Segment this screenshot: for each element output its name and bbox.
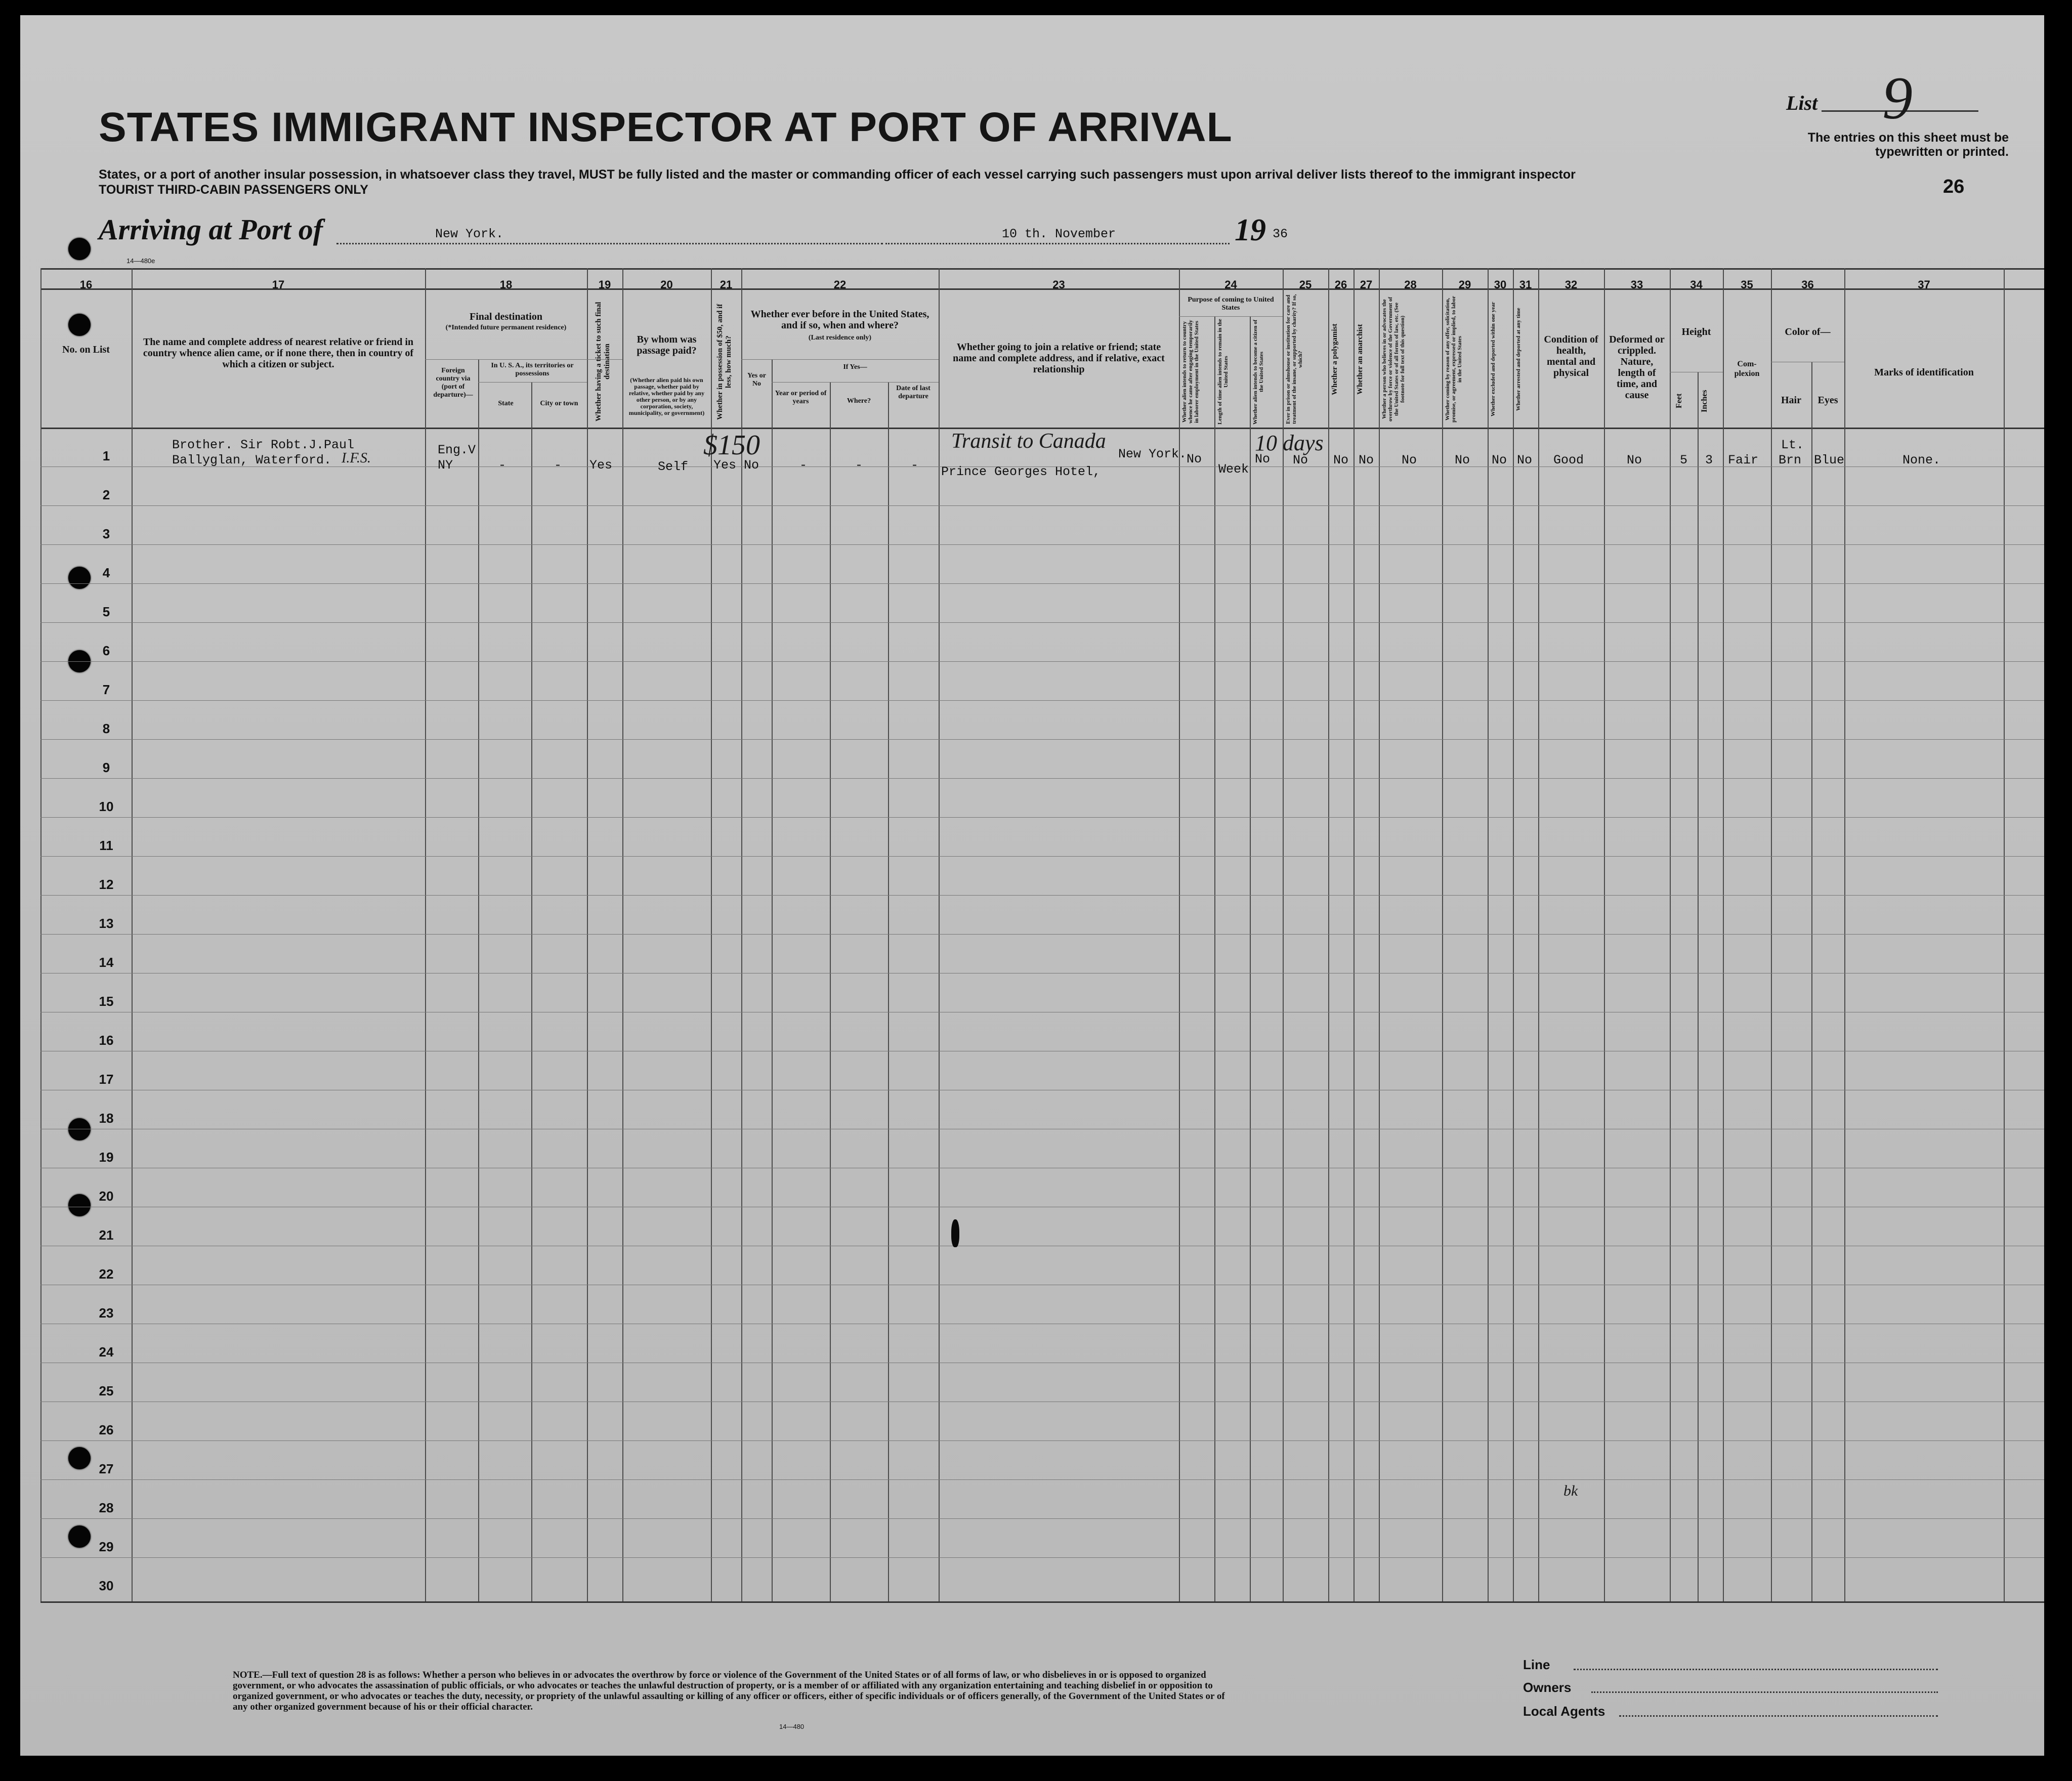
row-number: 8: [102, 721, 110, 736]
header-before-in-us: Whether ever before in the United States, and if so, when and where?: [750, 309, 929, 331]
header-q31: Whether arrested and deported at any time: [1515, 308, 1521, 411]
header-length-stay: Length of time alien intends to remain in the United States: [1217, 319, 1229, 425]
row-number: 7: [102, 682, 110, 697]
money-value: Yes: [713, 458, 737, 473]
header-deformed: Deformed or crippled. Nature, length of time, and cause: [1609, 334, 1665, 401]
foreign-port: NY: [438, 458, 453, 473]
deformed-value: No: [1627, 453, 1642, 468]
header-money: Whether in possession of $50, and if less, how much?: [716, 304, 733, 420]
header-q28: Whether a person who believes in or advocates the overthrow by force or violence of the Government of the United States or of all forms of law, etc. (See footnote for full text of this question): [1381, 296, 1406, 422]
q30-value: No: [1492, 453, 1507, 468]
relative-name: Brother. Sir Robt.J.Paul: [172, 438, 355, 452]
subheader-line: [478, 382, 587, 383]
hair-line1: Lt.: [1781, 438, 1804, 452]
year-prefix: 19: [1235, 213, 1266, 247]
q28-value: No: [1402, 453, 1417, 468]
row-line: [40, 778, 2044, 779]
column-number: 17: [272, 278, 285, 291]
header-passage-paid: By whom was passage paid?: [637, 334, 697, 356]
row-line: [40, 1479, 2044, 1480]
date-value: 10 th. November: [1002, 227, 1116, 241]
join-hand: Transit to Canada: [951, 430, 1106, 453]
column-number: 29: [1458, 278, 1471, 291]
header-no-on-list: No. on List: [62, 344, 110, 355]
header-in-usa: In U. S. A., its territories or possessions: [491, 362, 574, 377]
col-divider: [1250, 316, 1251, 1601]
page-number: 26: [1943, 176, 1965, 197]
row-number: 1: [102, 448, 110, 463]
row-number: 27: [99, 1461, 114, 1476]
header-color-of: Color of—: [1785, 326, 1831, 337]
row-number: 9: [102, 760, 110, 775]
date-line: [885, 243, 1230, 244]
row-line: [40, 544, 2044, 545]
passenger-class: TOURIST THIRD-CABIN PASSENGERS ONLY: [99, 183, 368, 197]
table-bottom-border: [40, 1601, 2044, 1603]
footnote-q28: NOTE.—Full text of question 28 is as follows: Whether a person who believes in or advocates the overthrow by force or violence of the Government of the United States or of all forms of law, or who disbelieves in or is opposed to organized government, or who advocates the assassination of public officials, or who advocates or teaches the unlawful destruction of property, or is a member of or affiliated with any organization entertaining and teaching disbelief in or opposition to organized government, or who advocates or teaches the duty, necessity, or propriety of the unlawful assaulting or killing of any officer or officers, either of specific individuals or of officers generally, of the Government of the United States or of any other organized government because of his or their official character.: [233, 1670, 1225, 1712]
header-marks: Marks of identification: [1874, 367, 1974, 378]
column-number: 35: [1741, 278, 1753, 291]
header-final-destination: Final destination: [470, 311, 542, 322]
column-number: 26: [1334, 278, 1347, 291]
column-number: 16: [79, 278, 93, 291]
polygamist-value: No: [1333, 453, 1349, 468]
header-feet: Feet: [1675, 393, 1683, 409]
port-value: New York.: [435, 227, 504, 241]
before-date: -: [911, 458, 919, 473]
paid-by-value: Self: [658, 459, 689, 474]
before-year: -: [799, 458, 808, 473]
header-where: Where?: [847, 397, 871, 405]
subheader-line: [741, 359, 939, 360]
manifest-sheet: [20, 15, 2044, 1756]
header-prison: Ever in prison or almshouse or institution for care and treatment of the insane, or supported by charity? If so, which?: [1285, 294, 1303, 425]
arriving-label: Arriving at Port of: [99, 213, 323, 246]
row-line: [40, 1557, 2044, 1558]
header-hair: Hair: [1781, 395, 1801, 406]
line-label: Line: [1523, 1657, 1550, 1672]
column-number: 21: [720, 278, 733, 291]
column-number: 36: [1801, 278, 1814, 291]
row-number: 23: [99, 1305, 114, 1321]
header-intends-return: Whether alien intends to return to country whence he came after engaging temporarily in laborer employment in the United States: [1181, 320, 1200, 424]
relative-country-hand: I.F.S.: [342, 450, 371, 466]
column-number: 33: [1630, 278, 1643, 291]
row-line: [40, 505, 2044, 506]
col-divider: [1811, 362, 1812, 1601]
year-suffix: 36: [1273, 227, 1288, 241]
header-eyes: Eyes: [1817, 395, 1838, 406]
row-line: [40, 661, 2044, 662]
col-divider: [830, 382, 831, 1601]
header-purpose: Purpose of coming to United States: [1188, 296, 1274, 312]
header-ticket: Whether having a ticket to such final destination: [595, 302, 611, 422]
row-number: 22: [99, 1266, 114, 1282]
col-divider: [1214, 316, 1215, 1601]
purpose-return: No: [1187, 452, 1202, 467]
subheader-line: [772, 382, 939, 383]
header-polygamist: Whether a polygamist: [1331, 323, 1339, 395]
row-number: 20: [99, 1189, 114, 1204]
column-number: 37: [1918, 278, 1930, 291]
table-top-border: [40, 268, 2044, 270]
join-address: Prince Georges Hotel,: [941, 464, 1101, 479]
marks-value: None.: [1902, 453, 1941, 468]
header-become-citizen: Whether alien intends to become a citizen of the United States: [1252, 319, 1264, 425]
row-number: 16: [99, 1033, 114, 1048]
header-if-yes: If Yes—: [843, 363, 867, 371]
anarchist-value: No: [1359, 453, 1374, 468]
money-hand: $150: [703, 430, 760, 461]
owners-label: Owners: [1523, 1680, 1572, 1695]
row-line: [40, 583, 2044, 584]
row-number: 11: [99, 838, 113, 853]
header-year-period: Year or period of years: [775, 390, 827, 405]
subheader-line: [1179, 316, 1283, 317]
port-line: [336, 243, 883, 244]
row-number: 10: [99, 799, 114, 814]
ink-blot: [951, 1219, 959, 1247]
header-passage-paid-note: (Whether alien paid his own passage, whether paid by relative, whether paid by any other person, or by any corporation, society, municipality, or government): [628, 376, 705, 416]
length-hand: 10 days: [1255, 431, 1324, 455]
length-typed: Week: [1218, 462, 1249, 477]
eyes-value: Blue: [1814, 453, 1845, 468]
header-city: City or town: [540, 400, 578, 407]
q31-value: No: [1517, 453, 1533, 468]
row-number: 17: [99, 1072, 114, 1087]
ticket-value: Yes: [589, 458, 613, 473]
row-number: 30: [99, 1578, 114, 1593]
footer-form-code: 14—480: [779, 1723, 805, 1730]
col-divider: [531, 382, 532, 1601]
header-inches: Inches: [1700, 390, 1709, 412]
foreign-country: Eng.V: [438, 443, 476, 457]
city-value: -: [554, 458, 562, 473]
header-health: Condition of health, mental and physical: [1544, 334, 1598, 378]
column-number: 30: [1494, 278, 1507, 291]
feet-value: 5: [1680, 453, 1688, 468]
row-number: 3: [102, 526, 110, 541]
row-line: [40, 1518, 2044, 1519]
punch-hole: [68, 238, 91, 260]
row-number: 21: [99, 1227, 114, 1243]
col-divider: [1698, 372, 1699, 1601]
row-line: [40, 817, 2044, 818]
inches-value: 3: [1705, 453, 1713, 468]
row-number: 29: [99, 1539, 114, 1554]
row-number: 28: [99, 1500, 114, 1515]
row-number: 15: [99, 994, 114, 1009]
agents-label: Local Agents: [1523, 1704, 1605, 1719]
column-number: 31: [1519, 278, 1532, 291]
header-q29: Whether coming by reason of any offer, solicitation, promise, or agreement, expressed or implied, to labor in the United States: [1445, 295, 1463, 423]
row-number: 26: [99, 1422, 114, 1437]
column-number: 32: [1564, 278, 1578, 291]
column-number: 28: [1404, 278, 1417, 291]
form-instructions: States, or a port of another insular possession, in whatsoever class they travel, MUST be fully listed and the master or commanding officer of each vessel carrying such passengers must upon arrival deliver lists thereof to the immigrant inspector: [99, 167, 1576, 182]
header-relative-address: The name and complete address of nearest relative or friend in country whence alien came, or if none there, then in country of which a citizen or subject.: [143, 336, 414, 370]
column-number: 22: [833, 278, 847, 291]
line-field: [1574, 1669, 1938, 1670]
column-number: 34: [1690, 278, 1703, 291]
header-last-residence: (Last residence only): [808, 334, 872, 342]
state-value: -: [498, 458, 506, 473]
row-number: 2: [102, 487, 110, 502]
header-final-destination-note: (*Intended future permanent residence): [445, 324, 567, 331]
row-number: 25: [99, 1383, 114, 1398]
health-value: Good: [1553, 453, 1584, 468]
entries-note: The entries on this sheet must be typewritten or printed.: [1807, 131, 2009, 159]
list-number: 9: [1882, 64, 1913, 132]
before-where: -: [855, 458, 863, 473]
join-city: New York.: [1118, 447, 1187, 461]
row-number: 24: [99, 1344, 114, 1360]
list-label: List: [1786, 92, 1818, 114]
row-number: 19: [99, 1150, 114, 1165]
before-yes-no: No: [744, 458, 759, 473]
header-last-departure: Date of last departure: [896, 385, 931, 400]
column-number: 23: [1052, 278, 1065, 291]
form-code: 14—480e: [126, 257, 155, 265]
column-number: 20: [660, 278, 673, 291]
col-divider: [478, 359, 479, 1601]
column-number: 18: [499, 278, 513, 291]
row-line: [40, 700, 2044, 701]
column-number: 19: [598, 278, 611, 291]
header-yes-no: Yes or No: [747, 372, 766, 388]
row-line: [40, 622, 2044, 623]
header-anarchist: Whether an anarchist: [1356, 324, 1364, 395]
row-line: [40, 934, 2044, 935]
citizen-value: No: [1255, 452, 1271, 467]
column-number: 25: [1299, 278, 1312, 291]
header-height: Height: [1681, 326, 1711, 337]
column-number: 27: [1360, 278, 1373, 291]
header-foreign-country: Foreign country via (port of departure)—: [433, 367, 473, 399]
subheader-line: [425, 359, 622, 360]
column-number: 24: [1224, 278, 1237, 291]
header-complexion: Com- plexion: [1734, 360, 1760, 378]
header-state: State: [498, 400, 514, 407]
row-number: 6: [102, 643, 110, 658]
row-number: 4: [102, 565, 110, 580]
owners-field: [1591, 1691, 1938, 1693]
agents-field: [1619, 1715, 1938, 1717]
row-number: 18: [99, 1111, 114, 1126]
col-divider: [888, 382, 889, 1601]
q29-value: No: [1455, 453, 1470, 468]
header-join-relative: Whether going to join a relative or friend; state name and complete address, and if relative, exact relationship: [953, 342, 1165, 375]
pencil-mark: bk: [1563, 1482, 1578, 1499]
col-divider: [772, 359, 773, 1601]
row-line: [40, 1440, 2044, 1441]
prison-value: No: [1293, 453, 1308, 468]
hair-line2: Brn: [1779, 453, 1802, 468]
row-number: 14: [99, 955, 114, 970]
row-line: [40, 895, 2044, 896]
row-number: 12: [99, 877, 114, 892]
complexion-value: Fair: [1728, 453, 1759, 468]
relative-address: Ballyglan, Waterford.: [172, 453, 332, 468]
row-line: [40, 739, 2044, 740]
manifest-table: [40, 268, 2044, 1601]
form-title: STATES IMMIGRANT INSPECTOR AT PORT OF ARRIVAL: [99, 104, 1233, 150]
row-number: 5: [102, 604, 110, 619]
header-q30: Whether excluded and deported within one year: [1490, 302, 1496, 417]
row-number: 13: [99, 916, 114, 931]
row-line: [40, 856, 2044, 857]
